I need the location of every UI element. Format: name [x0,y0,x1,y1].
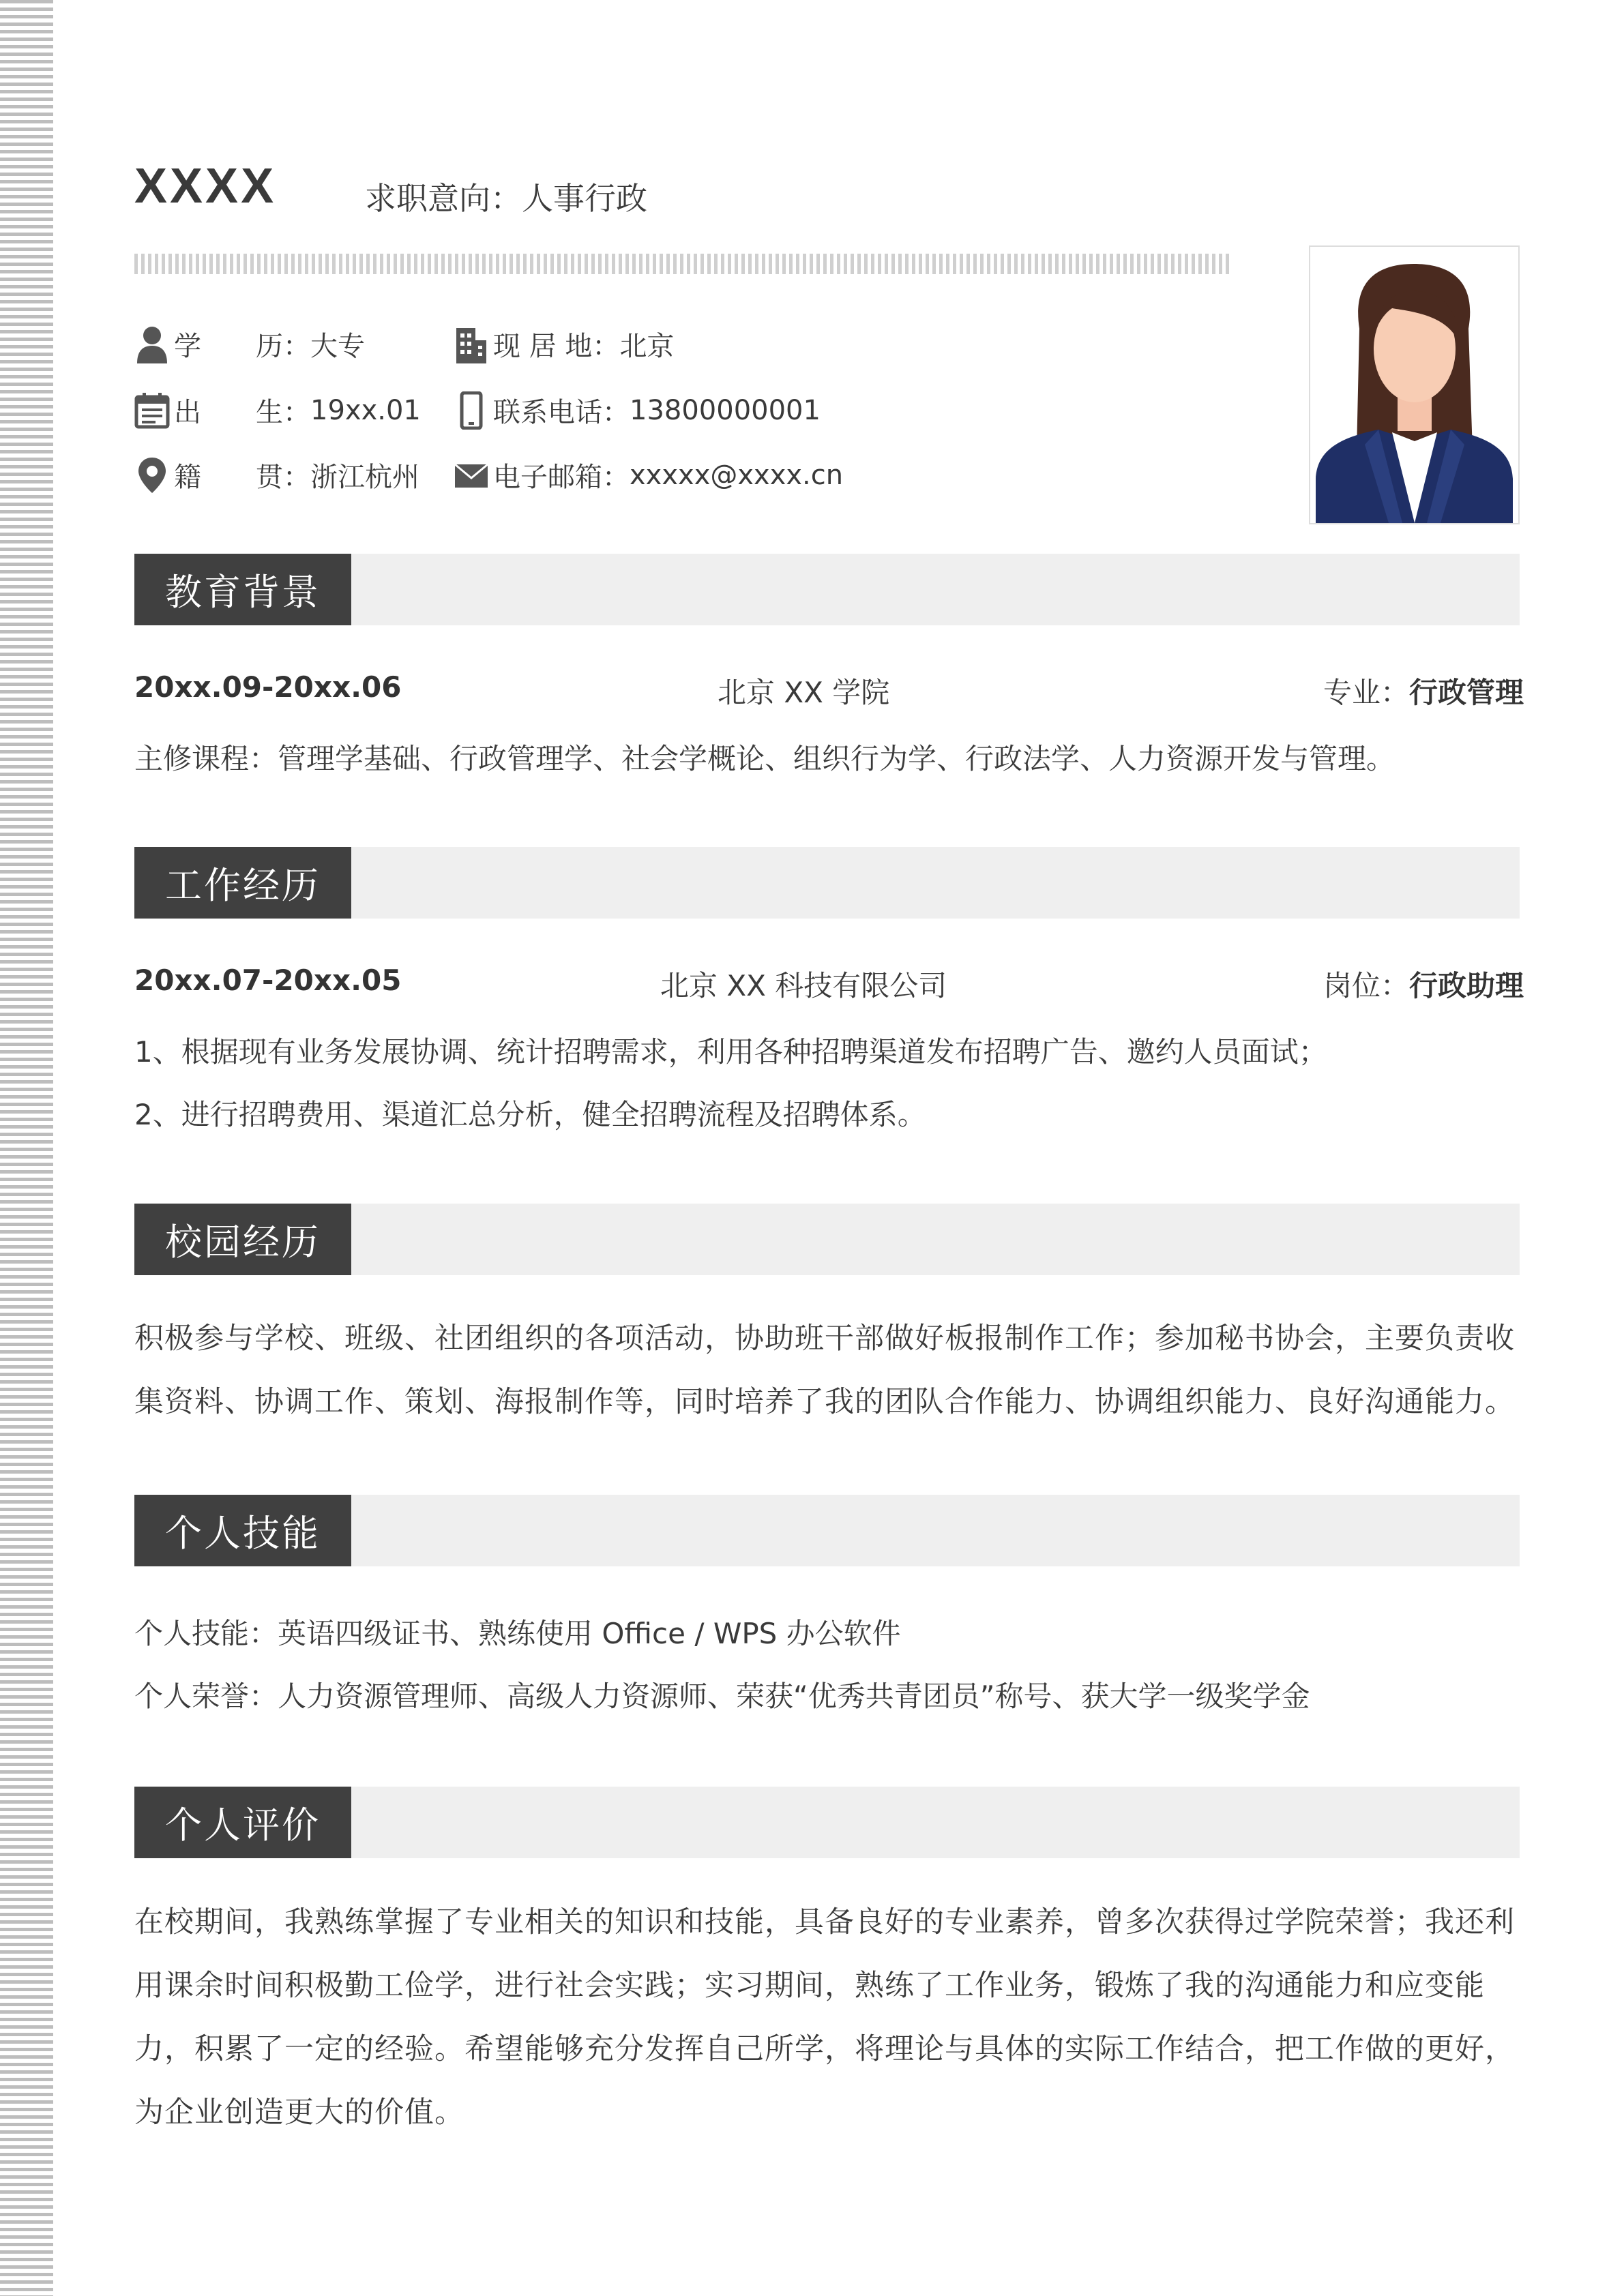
section-work-title: 工作经历 [134,847,351,919]
campus-text: 积极参与学校、班级、社团组织的各项活动，协助班干部做好板报制作工作；参加秘书协会，主要负责收集资料、协调工作、策划、海报制作等，同时培养了我的团队合作能力、协调组织能力、良好沟通能力。 [134,1322,1515,1419]
education-major [1323,670,1524,711]
info-email [454,456,843,494]
header-divider-stripe [134,254,1229,274]
native-label: 籍 贯： [174,462,310,493]
person-icon [134,325,170,363]
major-value: 行政管理 [1409,676,1524,709]
skills-line [134,1611,901,1652]
info-phone [454,391,821,430]
residence-label: 现 居 地： [493,331,620,362]
work-position [1323,964,1524,1004]
work-company: 北京 XX 科技有限公司 [660,969,947,1002]
info-residence [454,325,674,363]
work-date: 20xx.07-20xx.05 [134,964,402,997]
education-courses [134,736,1395,777]
birth-label: 出 生： [174,397,310,428]
left-decorative-stripe [0,0,53,2296]
work-item-1: 1、根据现有业务发展协调、统计招聘需求，利用各种招聘渠道发布招聘广告、邀约人员面试； [134,1035,1327,1069]
education-date: 20xx.09-20xx.06 [134,670,402,704]
email-value: xxxxx@xxxx.cn [630,459,844,491]
education-label: 学 历： [174,331,310,362]
candidate-name: XXXX [134,159,277,213]
job-intent-label: 求职意向： [365,180,522,217]
honors-value: 人力资源管理师、高级人力资源师、荣获“优秀共青团员”称号、获大学一级奖学金 [278,1680,1310,1713]
calendar-icon [134,391,170,430]
courses-label: 主修课程： [134,742,278,775]
honors-label: 个人荣誉： [134,1680,278,1713]
avatar-illustration [1310,247,1518,523]
job-intent-value: 人事行政 [522,180,647,217]
phone-label: 联系电话： [493,397,630,428]
info-birth [134,391,421,430]
education-school: 北京 XX 学院 [718,676,890,709]
major-label: 专业： [1323,676,1410,709]
email-label: 电子邮箱： [493,462,630,493]
mail-icon [454,456,489,494]
profile-photo [1309,245,1520,524]
section-campus-title: 校园经历 [134,1204,351,1275]
location-icon [134,456,170,494]
job-intent [365,174,647,219]
work-item-2: 2、进行招聘费用、渠道汇总分析，健全招聘流程及招聘体系。 [134,1098,926,1131]
section-education-title: 教育背景 [134,554,351,625]
evaluation-text: 在校期间，我熟练掌握了专业相关的知识和技能，具备良好的专业素养，曾多次获得过学院荣誉；我还利用课余时间积极勤工俭学，进行社会实践；实习期间，熟练了工作业务，锻炼了我的沟通能力和应变能力，积累了一定的经验。希望能够充分发挥自己所学，将理论与具体的实际工作结合，把工作做的更好，为企业创造更大的价值。 [134,1905,1515,2130]
info-education [134,325,365,363]
education-value: 大专 [310,331,365,362]
birth-value: 19xx.01 [310,394,421,426]
residence-value: 北京 [619,331,675,362]
native-value: 浙江杭州 [310,462,419,493]
building-icon [454,325,489,363]
position-value: 行政助理 [1409,969,1524,1002]
honors-line [134,1674,1310,1715]
info-native [134,456,419,494]
phone-value: 13800000001 [630,394,821,426]
skills-value: 英语四级证书、熟练使用 Office / WPS 办公软件 [278,1617,901,1650]
section-evaluation-title: 个人评价 [134,1787,351,1858]
section-skills-title: 个人技能 [134,1495,351,1566]
courses-value: 管理学基础、行政管理学、社会学概论、组织行为学、行政法学、人力资源开发与管理。 [278,742,1396,775]
skills-label: 个人技能： [134,1617,278,1650]
phone-icon [454,391,489,430]
position-label: 岗位： [1323,969,1410,1002]
